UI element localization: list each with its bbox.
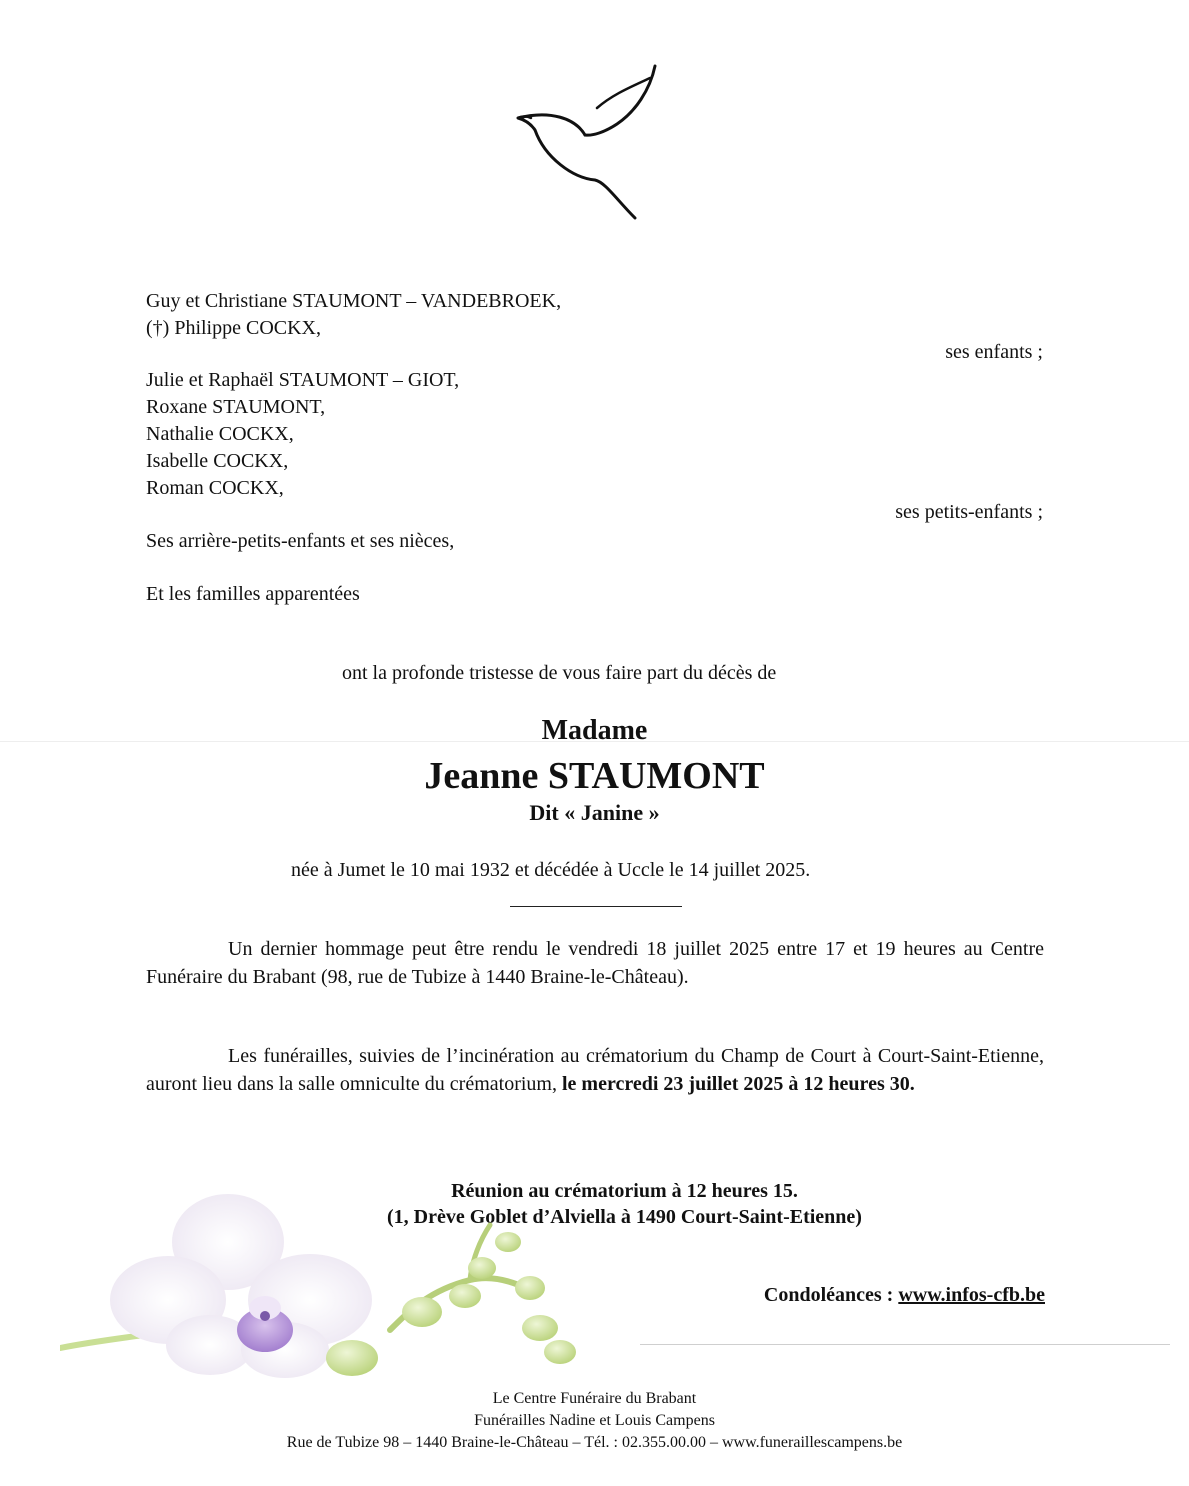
family-grandchild-3: Nathalie COCKX,: [146, 423, 294, 445]
hommage-text: Un dernier hommage peut être rendu le vendredi 18 juillet 2025 entre 17 et 19 heures au Centre Funéraire du Brabant (98, rue de Tubize à 1440 Braine-le-Château).: [146, 938, 1044, 988]
footer-line-1: Le Centre Funéraire du Brabant: [492, 1390, 697, 1407]
birth-death-dates: née à Jumet le 10 mai 1932 et décédée à Uccle le 14 juillet 2025.: [291, 859, 811, 881]
condoleances: [640, 1281, 1045, 1309]
children-label: ses enfants ;: [945, 341, 1043, 363]
related-families: Et les familles apparentées: [146, 583, 360, 605]
reunion-line-1: Réunion au crématorium à 12 heures 15.: [451, 1180, 798, 1202]
grandchildren-label: ses petits-enfants ;: [895, 501, 1043, 523]
condoleances-link[interactable]: www.infos-cfb.be: [898, 1284, 1045, 1306]
dove-icon: [505, 60, 665, 225]
footer-line-3: Rue de Tubize 98 – 1440 Braine-le-Château – Tél. : 02.355.00.00 – www.funeraillescampens.be: [286, 1434, 903, 1451]
family-grandchild-5: Roman COCKX,: [146, 477, 284, 499]
funerailles-paragraph: [146, 1042, 1044, 1098]
family-grandchild-4: Isabelle COCKX,: [146, 450, 289, 472]
funerailles-text: Les funérailles, suivies de l’incinération au crématorium du Champ de Court à Court-Saint-Etienne, auront lieu dans la salle omniculte du crématorium,: [146, 1045, 1044, 1095]
funerailles-block: [146, 1042, 1044, 1098]
footer-rule: [640, 1344, 1170, 1345]
family-grandchild-2: Roxane STAUMONT,: [146, 396, 326, 418]
reunion-line-2: (1, Drève Goblet d’Alviella à 1490 Court-Saint-Etienne): [387, 1206, 862, 1228]
funerailles-date: le mercredi 23 juillet 2025 à 12 heures 30.: [562, 1073, 915, 1095]
separator: [510, 906, 682, 907]
deceased-name: Jeanne STAUMONT: [424, 755, 765, 797]
family-child-2: (†) Philippe COCKX,: [146, 317, 321, 339]
nickname: Dit « Janine »: [529, 800, 660, 825]
orchid-flower-decoration: [60, 1180, 600, 1380]
condoleances-label: Condoléances :: [763, 1284, 894, 1306]
family-grandchild-1: Julie et Raphaël STAUMONT – GIOT,: [146, 369, 460, 391]
family-child-1: Guy et Christiane STAUMONT – VANDEBROEK,: [146, 290, 562, 312]
honorific: Madame: [541, 715, 648, 746]
announcement-intro: ont la profonde tristesse de vous faire part du décès de: [342, 662, 777, 684]
footer-line-2: Funérailles Nadine et Louis Campens: [474, 1412, 715, 1429]
great-grandchildren: Ses arrière-petits-enfants et ses nièces,: [146, 530, 455, 552]
hommage-block: [146, 935, 1044, 991]
